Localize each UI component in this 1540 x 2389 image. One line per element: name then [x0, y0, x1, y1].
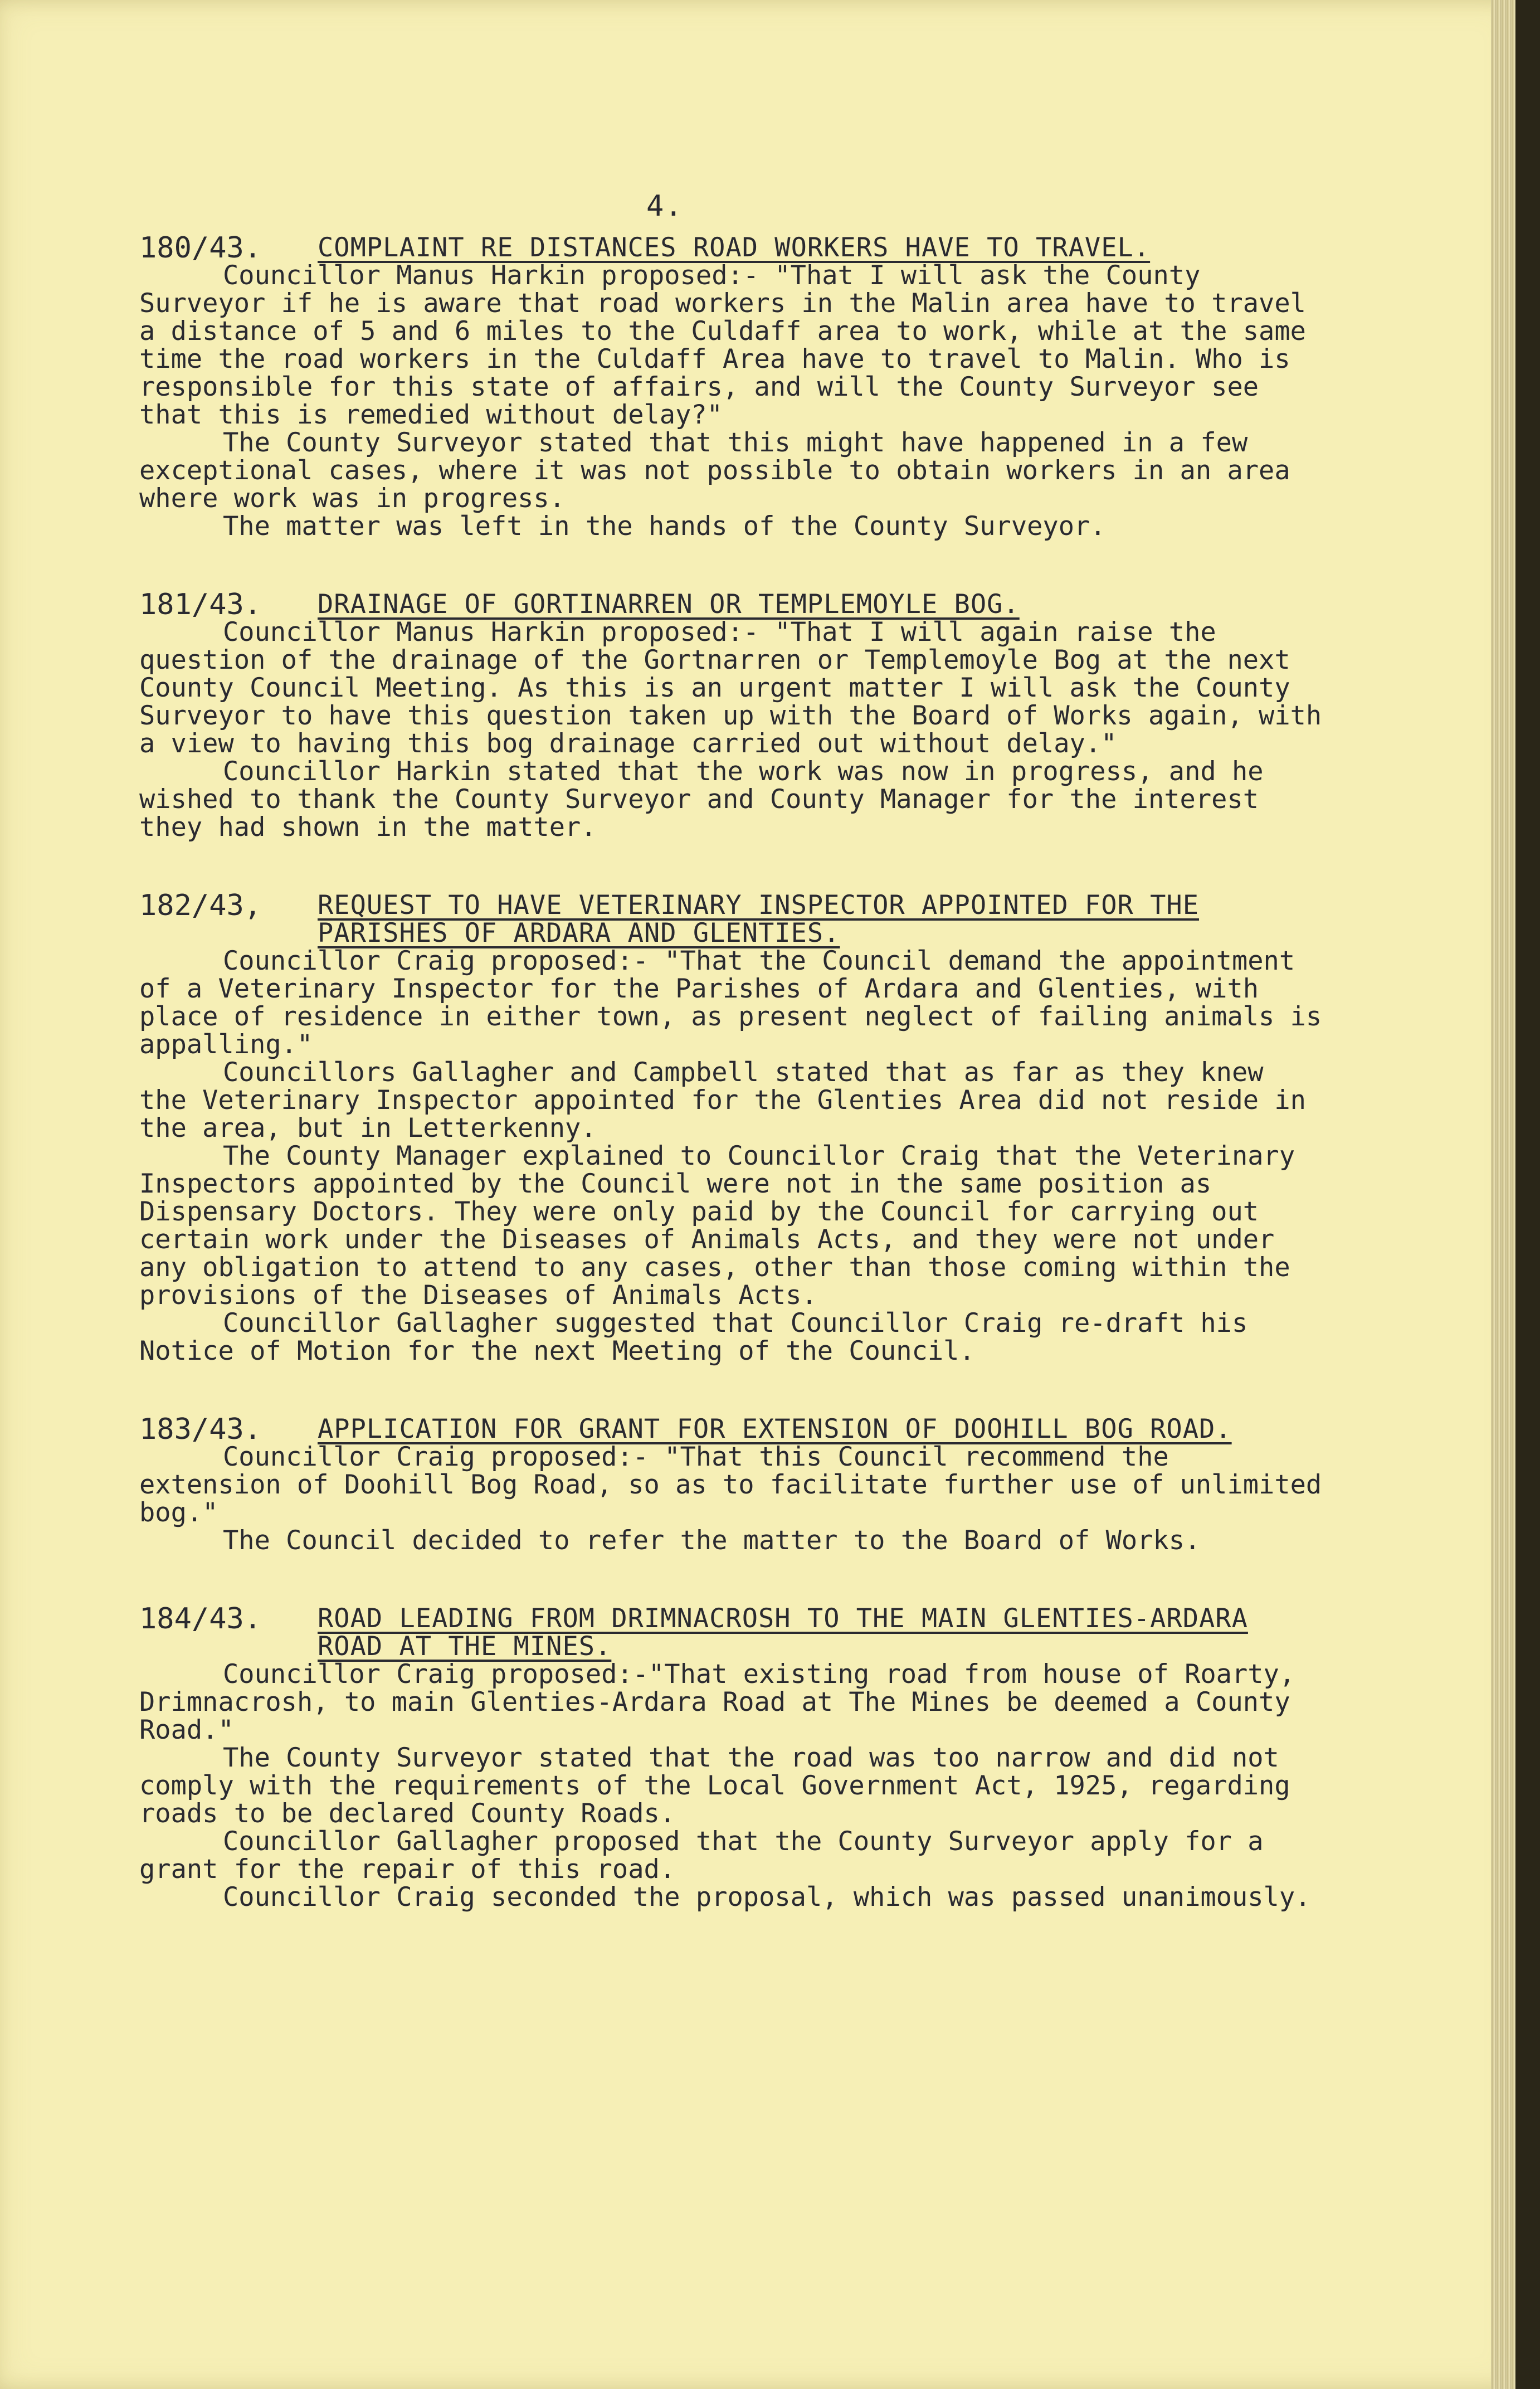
minute-184: [139, 1602, 1326, 1913]
minute-title: ROAD LEADING FROM DRIMNACROSH TO THE MAIN GLENTIES-ARDARA ROAD AT THE MINES.: [318, 1603, 1248, 1662]
minute-paragraph: Councillor Craig proposed:-"That existing road from house of Roarty, Drimnacrosh, to main Glenties-Ardara Road at The Mines be deemed a County Road.": [139, 1659, 1295, 1745]
minute-title: APPLICATION FOR GRANT FOR EXTENSION OF DOOHILL BOG ROAD.: [318, 1414, 1232, 1444]
minute-title: DRAINAGE OF GORTINARREN OR TEMPLEMOYLE BOG.: [318, 589, 1020, 620]
minute-number: 181/43.: [139, 588, 262, 621]
minute-number: 180/43.: [139, 231, 262, 265]
minute-paragraph: Councillor Gallagher suggested that Councillor Craig re-draft his Notice of Motion for the next Meeting of the Council.: [139, 1308, 1248, 1366]
minute-paragraph: The matter was left in the hands of the County Surveyor.: [223, 511, 1106, 542]
minute-182: [139, 889, 1326, 1366]
minute-paragraph: Councillor Manus Harkin proposed:- "That I will ask the County Surveyor if he is aware that road workers in the Malin area have to travel a distance of 5 and 6 miles to the Culdaff area to work, while at the same time the road workers in the Culdaff Area have to travel to Malin. Who is responsible for this state of affairs, and will the County Surveyor see that this is remedied without delay?": [139, 260, 1306, 430]
minute-paragraph: The County Surveyor stated that this might have happened in a few exceptional cases, where it was not possible to obtain workers in an area where work was in progress.: [139, 427, 1290, 514]
minute-paragraph: The County Surveyor stated that the road was too narrow and did not comply with the requirements of the Local Government Act, 1925, regarding roads to be declared County Roads.: [139, 1743, 1290, 1829]
minute-180: [139, 231, 1326, 542]
minute-number: 184/43.: [139, 1602, 262, 1636]
minute-number: 182/43,: [139, 889, 262, 922]
minute-183: [139, 1415, 1326, 1555]
minute-paragraph: Councillor Harkin stated that the work was now in progress, and he wished to thank the County Surveyor and County Manager for the interest they had shown in the matter.: [139, 756, 1264, 843]
minute-181: [139, 588, 1326, 843]
minute-paragraph: Councillor Gallagher proposed that the County Surveyor apply for a grant for the repair of this road.: [139, 1826, 1264, 1885]
minute-paragraph: Councillor Craig proposed:- "That this Council recommend the extension of Doohill Bog Road, so as to facilitate further use of unlimited bog.": [139, 1442, 1322, 1528]
minute-number: 183/43.: [139, 1413, 262, 1446]
minute-paragraph: The Council decided to refer the matter to the Board of Works.: [223, 1525, 1201, 1556]
minute-paragraph: Councillor Craig seconded the proposal, which was passed unanimously.: [223, 1882, 1311, 1913]
minute-paragraph: The County Manager explained to Councillor Craig that the Veterinary Inspectors appointed by the Council were not in the same position as Dispensary Doctors. They were only paid by the Council for carrying out certain work under the Diseases of Animals Acts, and they were not under any obligation to attend to any cases, other than those coming within the provisions of the Diseases of Animals Acts.: [139, 1141, 1295, 1311]
page-number: 4.: [646, 189, 684, 223]
minutes-body: [139, 231, 1326, 1962]
minute-title: COMPLAINT RE DISTANCES ROAD WORKERS HAVE TO TRAVEL.: [318, 232, 1151, 263]
minute-paragraph: Councillors Gallagher and Campbell stated that as far as they knew the Veterinary Inspector appointed for the Glenties Area did not reside in the area, but in Letterkenny.: [139, 1057, 1306, 1144]
minute-title: REQUEST TO HAVE VETERINARY INSPECTOR APPOINTED FOR THE PARISHES OF ARDARA AND GLENTIES.: [318, 890, 1200, 948]
minute-paragraph: Councillor Manus Harkin proposed:- "That I will again raise the question of the drainage of the Gortnarren or Templemoyle Bog at the next County Council Meeting. As this is an urgent matter I will ask the County Surveyor to have this question taken up with the Board of Works again, with a view to having this bog drainage carried out without delay.": [139, 617, 1322, 759]
page-edge: [1491, 0, 1515, 2389]
minute-paragraph: Councillor Craig proposed:- "That the Council demand the appointment of a Veterinary Inspector for the Parishes of Ardara and Glenties, with place of residence in either town, as present neglect of failing animals is appalling.": [139, 946, 1322, 1060]
